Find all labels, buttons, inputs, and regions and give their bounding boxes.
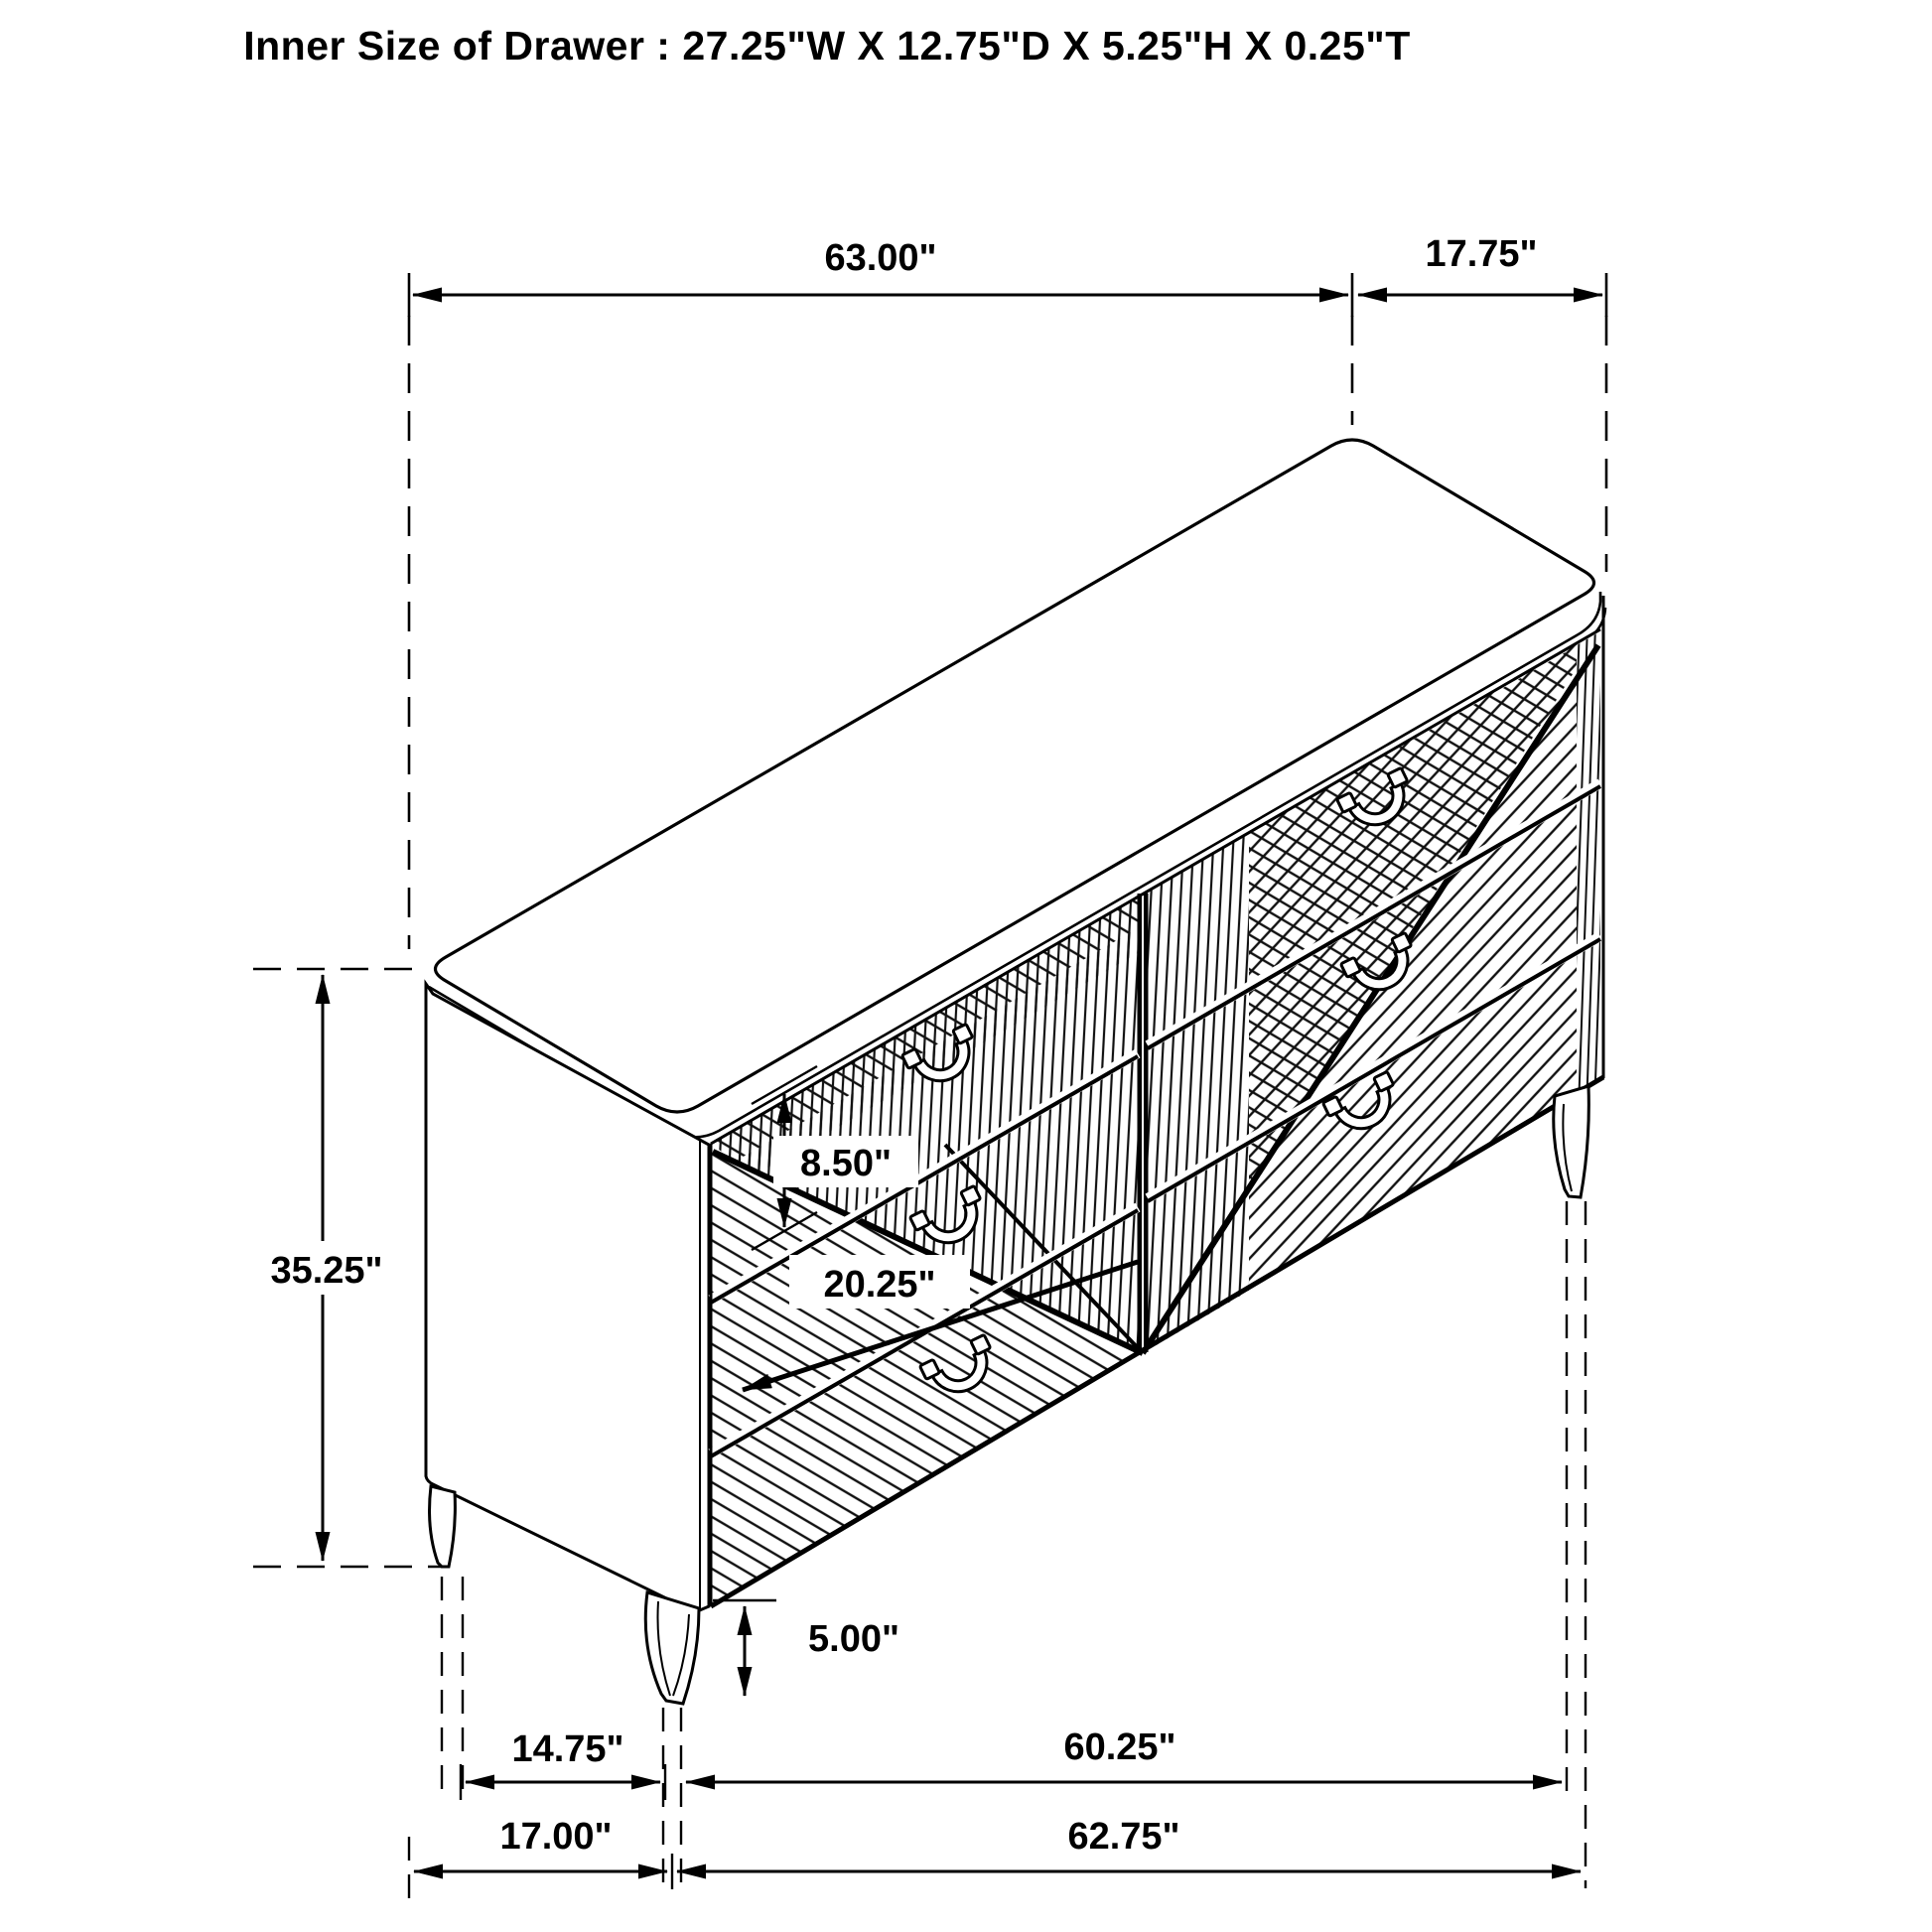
dim-label-overall-height: 35.25": [270, 1250, 383, 1292]
dim-base-depth: [414, 1816, 672, 1889]
leg-front-left: [645, 1592, 699, 1704]
dim-label-top-width: 63.00": [824, 237, 937, 279]
dim-label-leg-height: 5.00": [808, 1618, 899, 1660]
right-edge-stile-lines: [1577, 631, 1600, 1093]
dim-label-drawer-front-height: 8.50": [800, 1143, 892, 1184]
dim-leg-span-depth: [461, 1728, 665, 1800]
dim-base-width: [677, 1816, 1581, 1871]
dim-leg-height: [713, 1600, 899, 1696]
right-column-vertical-fan-lines: [1148, 834, 1249, 1350]
dim-label-base-width: 62.75": [1067, 1816, 1180, 1858]
dim-label-top-depth: 17.75": [1425, 233, 1538, 275]
dim-label-base-depth: 17.00": [499, 1816, 613, 1858]
dim-top-depth: [1358, 233, 1606, 317]
dim-label-leg-span-width: 60.25": [1063, 1726, 1176, 1768]
dim-leg-span-width: [686, 1726, 1562, 1782]
drawing-title: Inner Size of Drawer : 27.25"W X 12.75"D X 5.25"H X 0.25"T: [243, 23, 1411, 69]
leg-front-right: [1554, 1086, 1589, 1197]
dim-label-drawer-inner-span: 20.25": [823, 1264, 936, 1306]
leg-back-left: [430, 1486, 456, 1567]
dim-label-leg-span-depth: 14.75": [511, 1728, 624, 1770]
dim-top-width: [409, 237, 1352, 317]
dim-overall-height: [248, 969, 445, 1567]
